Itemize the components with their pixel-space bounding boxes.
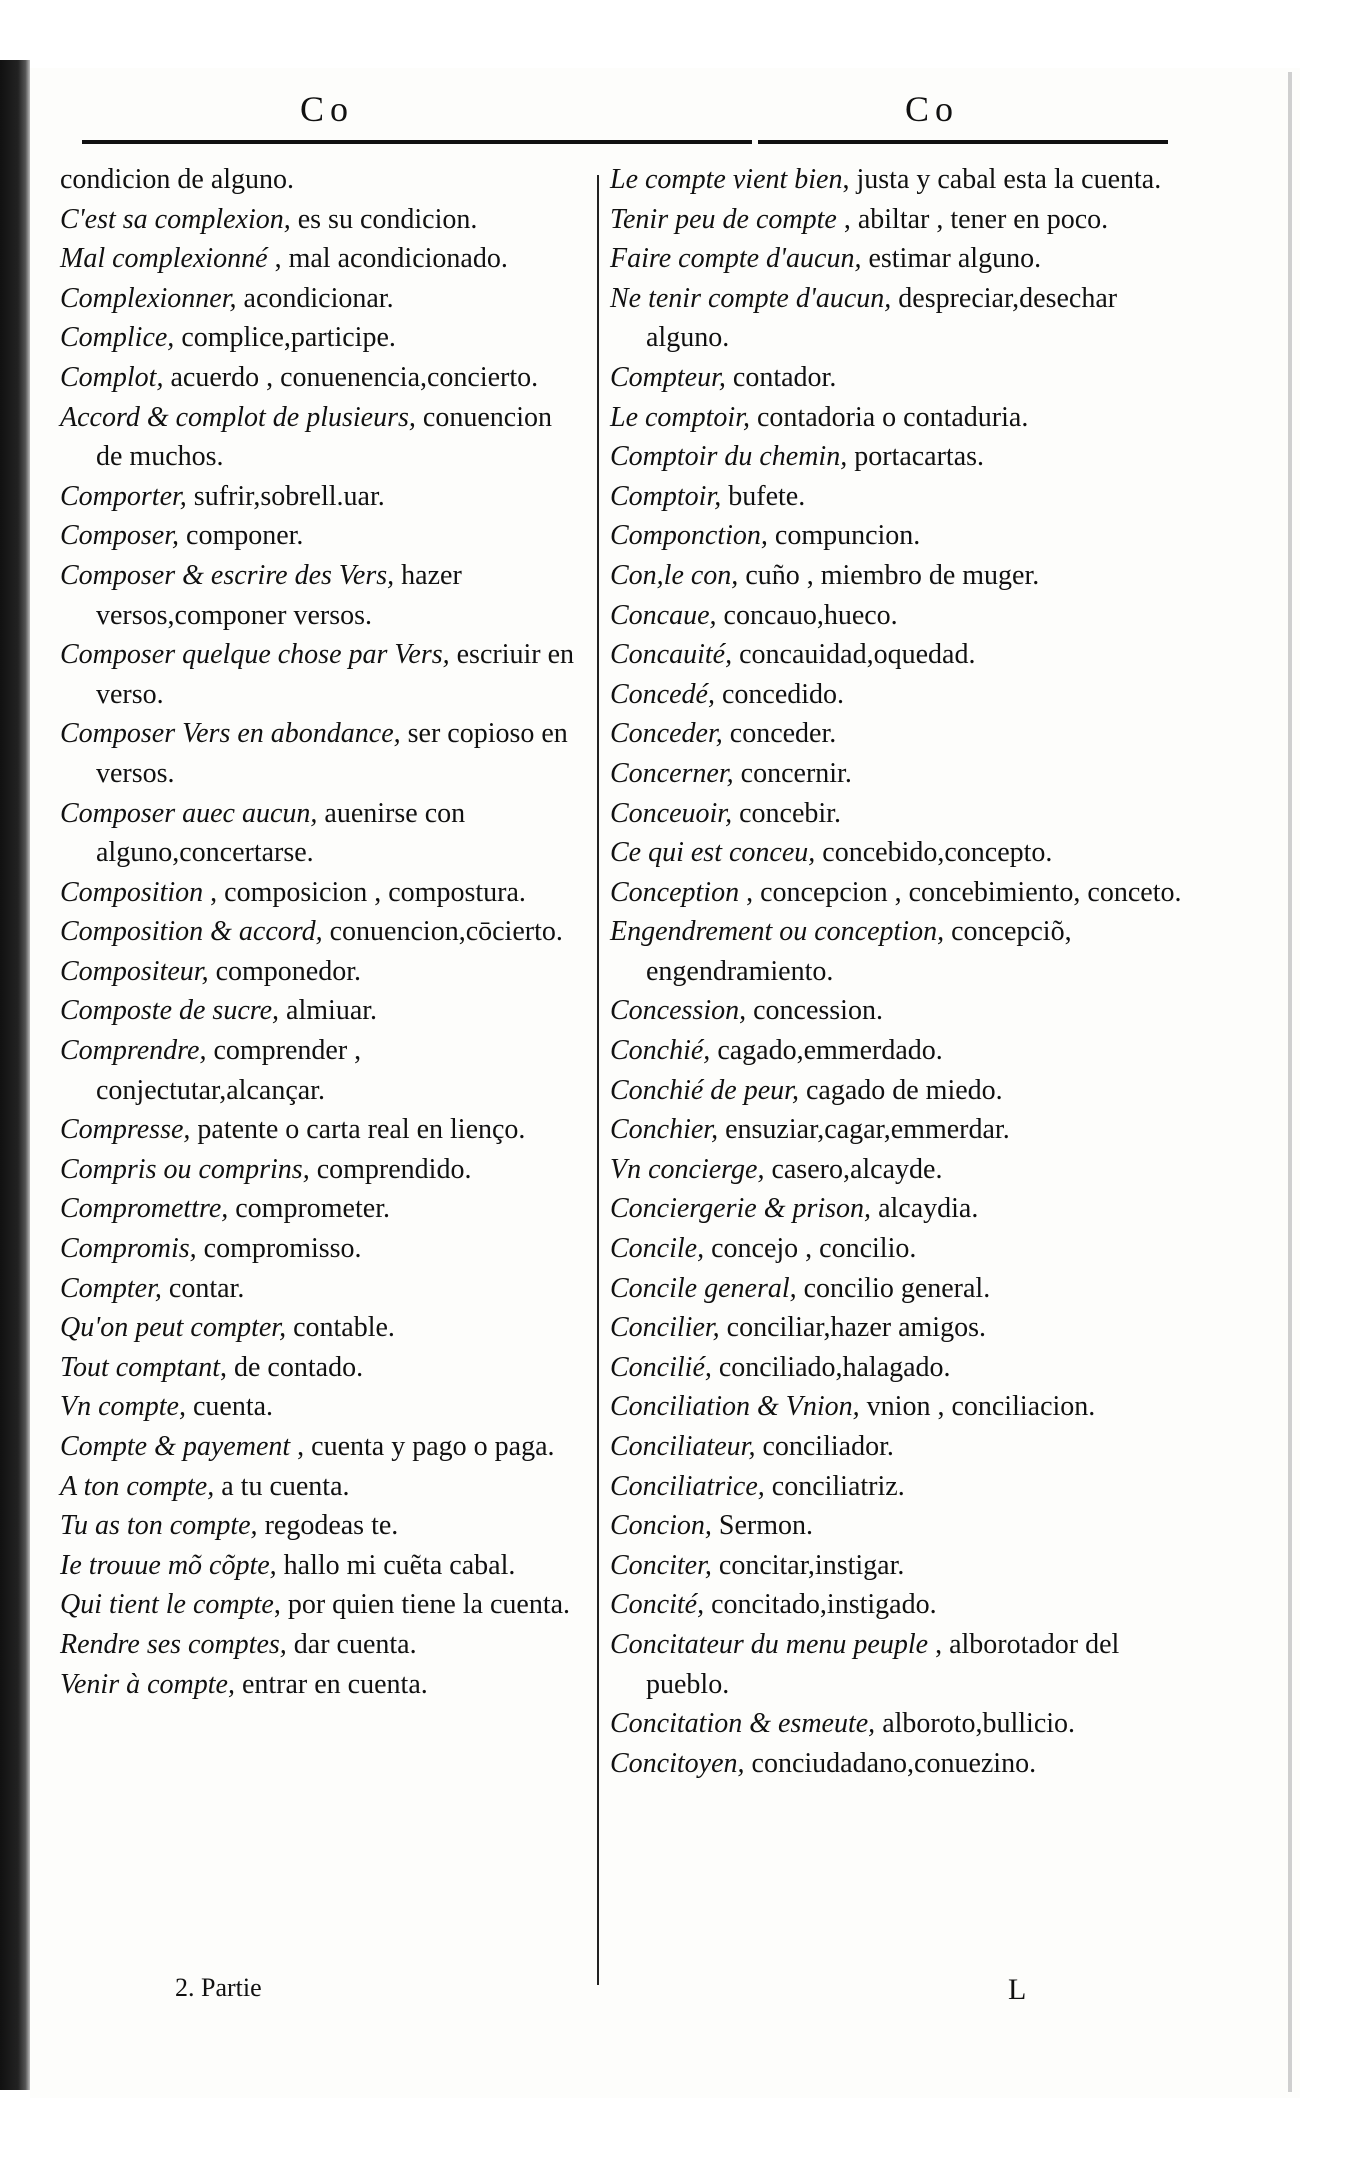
- entry-definition: hazer versos,componer versos.: [96, 559, 462, 631]
- dictionary-entry: [610, 160, 1195, 200]
- entry-definition: conuencion,cōcierto.: [322, 916, 563, 948]
- dictionary-entry: [610, 1427, 1195, 1467]
- entry-definition: sufrir,sobrell.uar.: [186, 480, 385, 512]
- entry-definition: concitado,instigado.: [704, 1589, 937, 1621]
- entry-definition: contador.: [725, 361, 837, 393]
- dictionary-entry: [60, 1427, 580, 1467]
- entry-definition: concernir.: [733, 757, 852, 789]
- dictionary-entry: [60, 1348, 580, 1388]
- entry-headword: Composer quelque chose par Vers,: [60, 639, 450, 671]
- entry-definition: estimar alguno.: [861, 243, 1042, 275]
- running-header-left: Co: [300, 89, 355, 129]
- dictionary-entry: [60, 556, 580, 635]
- dictionary-entry: [610, 1269, 1195, 1309]
- entry-headword: Concion,: [610, 1510, 712, 1542]
- dictionary-entry: [610, 358, 1195, 398]
- entry-headword: Conceder,: [610, 718, 723, 750]
- dictionary-entry: [60, 912, 580, 952]
- entry-headword: Composition & accord,: [60, 916, 323, 948]
- entry-headword: Venir à compte,: [60, 1668, 235, 1700]
- entry-headword: Faire compte d'aucun,: [610, 243, 862, 275]
- entry-headword: Concité,: [610, 1589, 705, 1621]
- entry-definition: ser copioso en versos.: [96, 718, 568, 789]
- header-rule-right: [758, 140, 1168, 144]
- entry-headword: Qu'on peut compter,: [60, 1312, 287, 1344]
- right-column: [610, 160, 1195, 1783]
- entry-headword: Compromettre,: [60, 1193, 229, 1225]
- dictionary-entry: [610, 1189, 1195, 1229]
- entry-headword: Complexionner,: [60, 282, 237, 314]
- entry-definition: conciliatriz.: [764, 1470, 905, 1502]
- entry-definition: vnion , conciliacion.: [859, 1391, 1096, 1423]
- dictionary-entry: [610, 1229, 1195, 1269]
- dictionary-entry: [60, 1150, 580, 1190]
- dictionary-entry: [610, 1546, 1195, 1586]
- entry-definition: portacartas.: [847, 441, 985, 473]
- entry-definition: a tu cuenta.: [214, 1470, 350, 1502]
- dictionary-entry: [60, 1308, 580, 1348]
- entry-headword: Ie trouue mõ cõpte,: [60, 1549, 277, 1581]
- entry-definition: despreciar,desechar alguno.: [646, 282, 1118, 354]
- running-header-right: Co: [905, 89, 960, 129]
- dictionary-entry: [60, 952, 580, 992]
- entry-definition: cagado,emmerdado.: [710, 1035, 943, 1067]
- entry-headword: Componction,: [610, 520, 768, 552]
- entry-headword: Vn compte,: [60, 1391, 186, 1423]
- dictionary-entry: [610, 279, 1195, 358]
- dictionary-entry: [60, 358, 580, 398]
- entry-definition: componer.: [179, 520, 304, 552]
- entry-definition: concitar,instigar.: [711, 1549, 905, 1581]
- entry-definition: , concepcion , concebimiento, conceto.: [739, 876, 1182, 908]
- dictionary-entry: [610, 1387, 1195, 1427]
- entry-headword: Vn concierge,: [610, 1153, 765, 1185]
- entry-definition: , justa y cabal esta la cuenta.: [842, 164, 1162, 195]
- dictionary-entry: [610, 239, 1195, 279]
- entry-headword: Composte de sucre,: [60, 995, 280, 1027]
- dictionary-entry: [60, 398, 580, 477]
- entry-headword: Composer,: [60, 520, 180, 552]
- entry-headword: Compresse,: [60, 1114, 191, 1146]
- entry-headword: Concilié,: [610, 1351, 712, 1383]
- entry-definition: alcaydia.: [871, 1193, 979, 1225]
- dictionary-entry: [60, 477, 580, 517]
- dictionary-entry: [60, 1506, 580, 1546]
- entry-headword: Conceuoir,: [610, 797, 733, 829]
- entry-headword: Conciter,: [610, 1549, 712, 1581]
- entry-headword: Concauité,: [610, 639, 733, 671]
- entry-headword: Tu as ton compte,: [60, 1510, 258, 1542]
- entry-definition: , cuenta y pago o paga.: [290, 1431, 555, 1462]
- dictionary-entry: [60, 635, 580, 714]
- entry-headword: A ton compte,: [60, 1470, 215, 1502]
- entry-definition: , composicion , compostura.: [203, 876, 526, 908]
- entry-definition: bufete.: [721, 480, 806, 512]
- entry-headword: Tenir peu de compte: [610, 203, 837, 235]
- entry-headword: Concession,: [610, 995, 747, 1027]
- dictionary-entry: [610, 398, 1195, 438]
- entry-headword: Composer Vers en abondance,: [60, 718, 401, 750]
- entry-definition: dar cuenta.: [286, 1628, 417, 1660]
- dictionary-entry: [60, 1229, 580, 1269]
- entry-definition: regodeas te.: [257, 1510, 399, 1542]
- entry-headword: Conciergerie & prison,: [610, 1193, 872, 1225]
- entry-headword: Complice,: [60, 322, 175, 354]
- entry-headword: Conciliateur,: [610, 1431, 756, 1462]
- dictionary-entry: [610, 754, 1195, 794]
- entry-headword: Composer & escrire des Vers,: [60, 559, 395, 591]
- entry-headword: Compte & payement: [60, 1431, 291, 1462]
- dictionary-entry: [60, 1467, 580, 1507]
- dictionary-entry: [610, 596, 1195, 636]
- dictionary-entry: [610, 794, 1195, 834]
- dictionary-entry: [610, 873, 1195, 913]
- entry-definition: Sermon.: [711, 1510, 813, 1542]
- dictionary-entry: [60, 239, 580, 279]
- entry-headword: Rendre ses comptes,: [60, 1628, 287, 1660]
- entry-headword: Concerner,: [610, 757, 734, 789]
- dictionary-entry: [610, 1506, 1195, 1546]
- entry-definition: complice,participe.: [174, 322, 396, 354]
- entry-headword: Composition: [60, 876, 204, 908]
- entry-definition: casero,alcayde.: [764, 1153, 943, 1185]
- entry-definition: concession.: [746, 995, 883, 1027]
- entry-headword: Concile,: [610, 1233, 705, 1265]
- dictionary-entry: [610, 1625, 1195, 1704]
- dictionary-entry: [610, 912, 1195, 991]
- dictionary-entry: [60, 200, 580, 240]
- dictionary-entry: [610, 675, 1195, 715]
- entry-definition: hallo mi cuẽta cabal.: [276, 1549, 516, 1581]
- entry-definition: , mal acondicionado.: [267, 243, 508, 275]
- entry-headword: Tout comptant: [60, 1351, 220, 1383]
- entry-definition: compuncion.: [767, 520, 921, 552]
- dictionary-entry: [60, 1585, 580, 1625]
- entry-definition: comprender , conjectutar,alcançar.: [96, 1035, 362, 1106]
- entry-headword: Mal complexionné: [60, 243, 268, 275]
- entry-definition: ensuziar,cagar,emmerdar.: [718, 1114, 1010, 1146]
- dictionary-entry: [610, 1704, 1195, 1744]
- entry-definition: contar.: [161, 1272, 245, 1304]
- entry-headword: Conchié de peur,: [610, 1074, 799, 1106]
- dictionary-entry: [60, 160, 580, 200]
- book-spine-shadow: [0, 60, 30, 2090]
- dictionary-entry: [60, 279, 580, 319]
- dictionary-entry: [60, 1625, 580, 1665]
- entry-headword: Ce qui est conceu,: [610, 837, 816, 869]
- entry-definition: concedido.: [714, 678, 845, 710]
- entry-headword: Compris ou comprins,: [60, 1153, 310, 1185]
- entry-headword: Ne tenir compte d'aucun,: [610, 282, 892, 314]
- dictionary-entry: [610, 1585, 1195, 1625]
- entry-headword: Concitoyen,: [610, 1747, 745, 1779]
- header-rule-left: [82, 140, 752, 144]
- dictionary-entry: [60, 991, 580, 1031]
- entry-definition: escriuir en verso.: [96, 639, 575, 710]
- entry-headword: Engendrement ou conception,: [610, 916, 945, 948]
- dictionary-entry: [610, 556, 1195, 596]
- dictionary-entry: [610, 1150, 1195, 1190]
- entry-definition: acondicionar.: [236, 282, 394, 314]
- entry-definition: auenirse con alguno,concertarse.: [96, 797, 466, 869]
- entry-headword: Comporter,: [60, 480, 187, 512]
- dictionary-entry: [610, 635, 1195, 675]
- dictionary-entry: [60, 873, 580, 913]
- dictionary-entry: [60, 794, 580, 873]
- entry-definition: conciliado,halagado.: [711, 1351, 951, 1383]
- dictionary-entry: [610, 516, 1195, 556]
- entry-headword: Conciliatrice,: [610, 1470, 765, 1502]
- entry-definition: es su condicion.: [290, 203, 478, 235]
- entry-headword: Accord & complot de plusieurs,: [60, 401, 416, 433]
- entry-headword: Le compte vient bien: [610, 164, 843, 195]
- dictionary-entry: [60, 318, 580, 358]
- dictionary-entry: [610, 200, 1195, 240]
- entry-headword: Compositeur,: [60, 955, 209, 987]
- dictionary-entry: [610, 1744, 1195, 1784]
- page-edge: [1288, 72, 1292, 2092]
- entry-headword: Composer auec aucun,: [60, 797, 318, 829]
- dictionary-entry: [60, 516, 580, 556]
- dictionary-entry: [60, 1546, 580, 1586]
- dictionary-entry: [610, 1308, 1195, 1348]
- entry-definition: alboroto,bullicio.: [875, 1708, 1076, 1740]
- catchword: L: [1008, 1973, 1027, 2006]
- entry-headword: Compteur,: [610, 361, 726, 393]
- entry-headword: Le comptoir,: [610, 401, 750, 433]
- dictionary-entry: [60, 714, 580, 793]
- dictionary-entry: [610, 1348, 1195, 1388]
- entry-definition: concepciõ, engendramiento.: [646, 916, 1072, 987]
- entry-definition: , de contado.: [220, 1351, 364, 1383]
- entry-definition: conciudadano,conuezino.: [744, 1747, 1037, 1779]
- entry-definition: comprendido.: [309, 1153, 472, 1185]
- entry-headword: Conchié,: [610, 1035, 711, 1067]
- entry-headword: Concile general,: [610, 1272, 797, 1304]
- entry-definition: , abiltar , tener en poco.: [836, 203, 1109, 235]
- entry-headword: Concedé,: [610, 678, 715, 710]
- entry-definition: acuerdo , conuenencia,concierto.: [163, 361, 539, 393]
- entry-headword: Compromis,: [60, 1233, 197, 1265]
- entry-definition: compromisso.: [196, 1233, 362, 1265]
- entry-headword: Concitateur du menu peuple: [610, 1628, 929, 1660]
- entry-definition: conceder.: [722, 718, 837, 750]
- dictionary-entry: [60, 1110, 580, 1150]
- dictionary-entry: [610, 833, 1195, 873]
- dictionary-entry: [610, 477, 1195, 517]
- dictionary-entry: [60, 1189, 580, 1229]
- entry-headword: Conciliation & Vnion,: [610, 1391, 860, 1423]
- entry-headword: C'est sa complexion,: [60, 203, 291, 235]
- dictionary-entry: [60, 1665, 580, 1705]
- dictionary-entry: [60, 1387, 580, 1427]
- entry-headword: Conception: [610, 876, 740, 908]
- entry-headword: Complot,: [60, 361, 164, 393]
- dictionary-entry: [610, 714, 1195, 754]
- entry-definition: concejo , concilio.: [704, 1233, 917, 1265]
- entry-headword: Con,le con,: [610, 559, 739, 591]
- entry-headword: Concitation & esmeute,: [610, 1708, 876, 1740]
- entry-definition: cuño , miembro de muger.: [738, 559, 1040, 591]
- signature-mark: 2. Partie: [175, 1973, 262, 2002]
- entry-definition: conciliador.: [755, 1431, 894, 1462]
- entry-headword: Compter,: [60, 1272, 162, 1304]
- dictionary-entry: [610, 991, 1195, 1031]
- entry-definition: concauo,hueco.: [716, 599, 898, 631]
- dictionary-entry: [610, 1071, 1195, 1111]
- entry-definition: contable.: [286, 1312, 395, 1344]
- dictionary-entry: [610, 437, 1195, 477]
- entry-definition: cuenta.: [185, 1391, 274, 1423]
- dictionary-entry: [610, 1467, 1195, 1507]
- entry-definition: entrar en cuenta.: [234, 1668, 428, 1700]
- entry-definition: conciliar,hazer amigos.: [719, 1312, 986, 1344]
- entry-headword: Concaue,: [610, 599, 717, 631]
- entry-headword: Concilier,: [610, 1312, 720, 1344]
- entry-definition: concilio general.: [796, 1272, 991, 1304]
- entry-definition: , alborotador del pueblo.: [646, 1628, 1120, 1700]
- entry-definition: componedor.: [208, 955, 361, 987]
- dictionary-entry: [60, 1031, 580, 1110]
- dictionary-entry: [60, 1269, 580, 1309]
- entry-definition: cagado de miedo.: [798, 1074, 1003, 1106]
- entry-definition: patente o carta real en lienço.: [190, 1114, 526, 1146]
- entry-definition: comprometer.: [228, 1193, 390, 1225]
- entry-headword: Comptoir,: [610, 480, 722, 512]
- dictionary-entry: [610, 1110, 1195, 1150]
- entry-headword: Conchier,: [610, 1114, 719, 1146]
- column-divider: [597, 175, 599, 1985]
- entry-definition: contadoria o contaduria.: [750, 401, 1029, 433]
- entry-headword: Qui tient le compte: [60, 1589, 274, 1621]
- entry-headword: Comprendre,: [60, 1035, 207, 1067]
- entry-definition: conuencion de muchos.: [96, 401, 552, 473]
- entry-definition: , por quien tiene la cuenta.: [273, 1589, 571, 1621]
- entry-definition: concauidad,oquedad.: [732, 639, 976, 671]
- left-column: [60, 160, 580, 1704]
- entry-definition: concebido,concepto.: [815, 837, 1053, 869]
- entry-headword: Comptoir du chemin,: [610, 441, 848, 473]
- entry-definition: concebir.: [732, 797, 841, 829]
- entry-definition: condicion de alguno.: [60, 164, 295, 195]
- entry-definition: almiuar.: [279, 995, 378, 1027]
- dictionary-entry: [610, 1031, 1195, 1071]
